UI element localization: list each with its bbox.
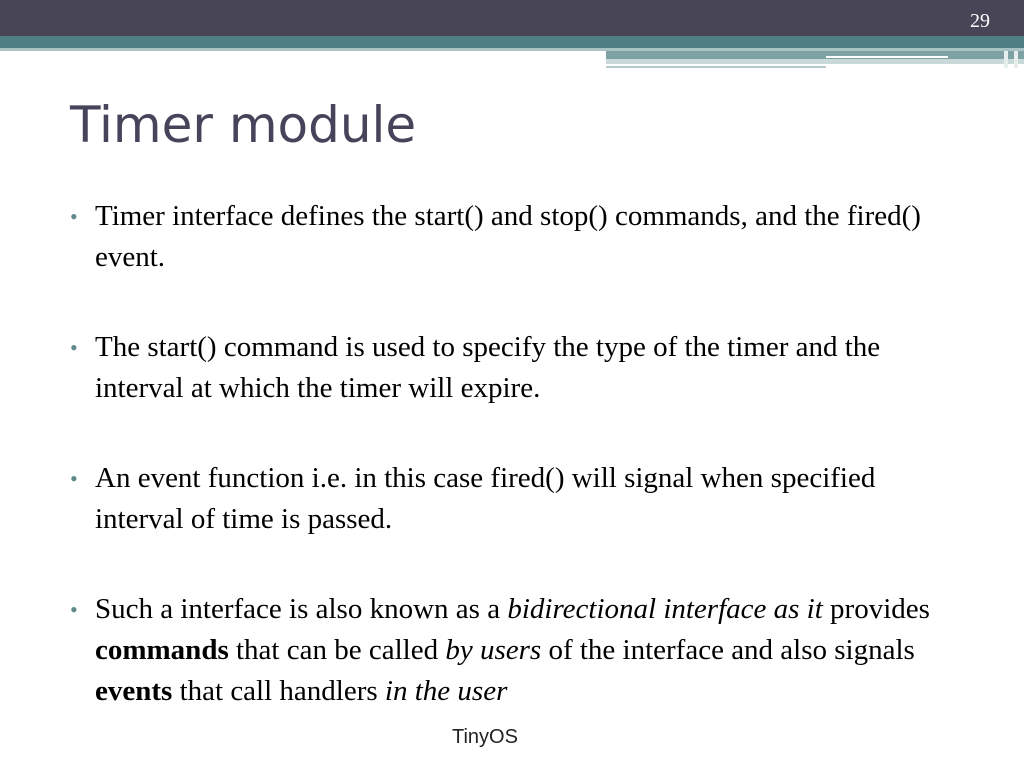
bullet-text-segment: provides — [822, 593, 930, 625]
slide-number: 29 — [970, 10, 990, 32]
bullet-text-segment: that call handlers — [172, 675, 385, 707]
bullet-text — [95, 593, 930, 707]
bullet-text-italic: in the user — [384, 675, 508, 707]
footer-label: TinyOS — [452, 726, 518, 748]
slide-title: Timer module — [70, 96, 417, 154]
bullet-text-bold: events — [95, 675, 173, 707]
bullet-text-italic: bidirectional interface as it — [507, 593, 823, 625]
bullet-icon: • — [70, 204, 78, 229]
bullet-item — [70, 589, 970, 712]
bullet-text: An event function i.e. in this case fired() will signal when specified interval of time is passed. — [95, 462, 876, 535]
header-accent-line — [606, 66, 826, 68]
header-band-teal — [0, 36, 1024, 48]
header-accent-teal — [606, 51, 1024, 59]
header-band-dark — [0, 0, 1024, 36]
bullet-text-segment: Such a interface is also known as a — [95, 593, 508, 625]
bullet-text-bold: commands — [95, 634, 229, 666]
bullet-text: Timer interface defines the start() and stop() commands, and the fired() event. — [95, 200, 921, 273]
bullet-text: The start() command is used to specify the type of the timer and the interval at which the timer will expire. — [95, 331, 881, 404]
header-accent-light — [606, 59, 1024, 64]
bullet-icon: • — [70, 597, 78, 622]
bullet-icon: • — [70, 335, 78, 360]
bullet-text-italic: by users — [445, 634, 542, 666]
bullet-item — [70, 458, 970, 540]
bullet-text-segment: of the interface and also signals — [541, 634, 915, 666]
bullet-item — [70, 196, 970, 278]
header-accent-edge — [1004, 51, 1008, 68]
bullet-icon: • — [70, 466, 78, 491]
bullet-list — [70, 196, 970, 761]
header-accent-edge-2 — [1014, 51, 1018, 68]
header-accent-line-white — [826, 56, 948, 58]
bullet-item — [70, 327, 970, 409]
bullet-text-segment: that can be called — [228, 634, 446, 666]
